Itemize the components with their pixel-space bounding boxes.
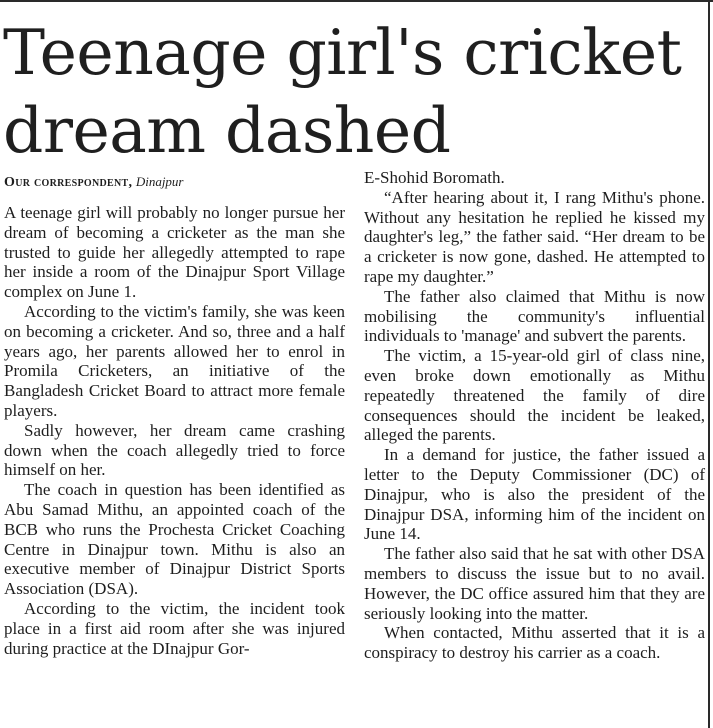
column-rule bbox=[708, 0, 710, 728]
right-column bbox=[364, 168, 705, 663]
paragraph: Sadly however, her dream came crashing down when the coach allegedly tried to force himself on her. bbox=[4, 420, 345, 480]
paragraph: According to the victim's family, she was keen on becoming a cricketer. And so, three and a half years ago, her parents allowed her to enrol in Promila Cricketers, an initiative of the Bangladesh Cricket Board to attract more female players. bbox=[4, 301, 345, 420]
byline bbox=[4, 168, 345, 197]
paragraph: The victim, a 15-year-old girl of class nine, even broke down emotionally as Mithu repeatedly threatened the family of dire consequences should the incident be leaked, alleged the parents. bbox=[364, 346, 705, 445]
paragraph: The coach in question has been identified as Abu Samad Mithu, an appointed coach of the BCB who runs the Prochesta Cricket Coaching Centre in Dinajpur town. Mithu is also an executive member of Dinajpur District Sports Association (DSA). bbox=[4, 480, 345, 599]
byline-place: Dinajpur bbox=[135, 174, 184, 189]
headline: Teenage girl's cricket dream dashed bbox=[3, 16, 682, 167]
paragraph-continuation: E-Shohid Boromath. bbox=[364, 168, 505, 187]
paragraph: “After hearing about it, I rang Mithu's phone. Without any hesitation he replied he kissed my daughter's leg,” the father said. “Her dream to be a cricketer is now gone, dashed. He attempted to rape my daughter.” bbox=[364, 187, 705, 286]
paragraph: The father also said that he sat with other DSA members to discuss the issue but to no avail. However, the DC office assured him that they are seriously looking into the matter. bbox=[364, 544, 705, 623]
left-column bbox=[4, 168, 345, 658]
paragraph: In a demand for justice, the father issued a letter to the Deputy Commissioner (DC) of Dinajpur, who is also the president of the Dinajpur DSA, informing him of the incident on June 14. bbox=[364, 445, 705, 544]
paragraph: A teenage girl will probably no longer pursue her dream of becoming a cricketer as the man she trusted to guide her allegedly attempted to rape her inside a room of the Dinajpur Sport Village complex on June 1. bbox=[4, 203, 345, 302]
byline-name: Our correspondent, bbox=[4, 175, 133, 190]
paragraph: When contacted, Mithu asserted that it is a conspiracy to destroy his carrier as a coach. bbox=[364, 623, 705, 663]
paragraph: According to the victim, the incident took place in a first aid room after she was injured during practice at the DInajpur Gor- bbox=[4, 598, 345, 658]
top-rule bbox=[0, 0, 713, 2]
paragraph: The father also claimed that Mithu is now mobilising the community's influential individuals to 'manage' and subvert the parents. bbox=[364, 286, 705, 346]
